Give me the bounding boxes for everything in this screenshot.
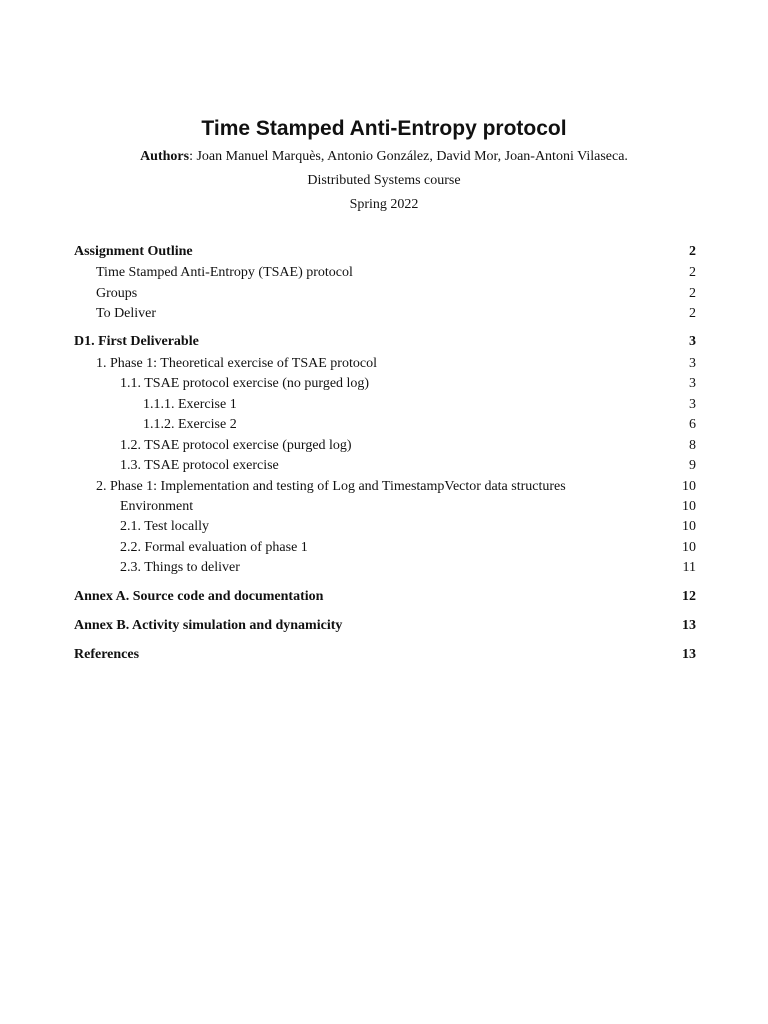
toc-entry-exercise-2[interactable]	[74, 416, 696, 434]
toc-entry-groups[interactable]	[74, 285, 696, 303]
toc-entry-annex-b[interactable]	[74, 617, 696, 635]
toc-entry-phase1-theoretical[interactable]	[74, 355, 696, 373]
authors-line	[0, 148, 768, 166]
toc-entry-things-to-deliver[interactable]	[74, 559, 696, 577]
toc-entry-label: Annex B. Activity simulation and dynamicity	[74, 618, 343, 633]
toc-entry-assignment-outline[interactable]	[74, 243, 696, 261]
course-name: Distributed Systems course	[307, 173, 461, 188]
toc-entry-label: To Deliver	[96, 306, 157, 321]
toc-entry-label: 2. Phase 1: Implementation and testing of Log and TimestampVector data structures	[96, 479, 566, 494]
toc-entry-page: 8	[689, 438, 696, 453]
toc-entry-label: References	[74, 647, 140, 662]
toc-entry-label: Groups	[96, 286, 138, 301]
toc-entry-label: D1. First Deliverable	[74, 334, 199, 349]
authors-label: Authors	[140, 149, 190, 164]
toc-entry-label: Time Stamped Anti-Entropy (TSAE) protocol	[96, 265, 353, 280]
toc-entry-page: 12	[682, 589, 696, 604]
toc-entry-page: 2	[689, 244, 696, 259]
toc-entry-label: 2.3. Things to deliver	[120, 560, 240, 575]
toc-entry-label: 1.3. TSAE protocol exercise	[120, 458, 279, 473]
toc-entry-exercise-1[interactable]	[74, 396, 696, 414]
toc-entry-test-locally[interactable]	[74, 518, 696, 536]
toc-entry-environment[interactable]	[74, 498, 696, 516]
toc-entry-label: 1.2. TSAE protocol exercise (purged log)	[120, 438, 352, 453]
toc-entry-page: 10	[682, 499, 696, 514]
toc-entry-page: 10	[682, 519, 696, 534]
toc-entry-page: 3	[689, 334, 696, 349]
toc-entry-page: 11	[682, 560, 696, 575]
toc-entry-label: 2.2. Formal evaluation of phase 1	[120, 540, 308, 555]
toc-entry-formal-evaluation[interactable]	[74, 539, 696, 557]
toc-entry-to-deliver[interactable]	[74, 305, 696, 323]
authors-names: : Joan Manuel Marquès, Antonio González, David Mor, Joan-Antoni Vilaseca.	[189, 149, 628, 164]
toc-entry-page: 2	[689, 286, 696, 301]
toc-entry-label: Environment	[120, 499, 194, 514]
toc-entry-page: 10	[682, 540, 696, 555]
toc-entry-phase1-implementation[interactable]	[74, 478, 696, 496]
document-title: Time Stamped Anti-Entropy protocol	[201, 117, 567, 140]
toc-entry-exercise-no-purged-log[interactable]	[74, 375, 696, 393]
toc-entry-page: 3	[689, 356, 696, 371]
toc-entry-tsae-exercise[interactable]	[74, 457, 696, 475]
toc-entry-page: 9	[689, 458, 696, 473]
toc-entry-exercise-purged-log[interactable]	[74, 437, 696, 455]
toc-entry-page: 13	[682, 647, 696, 662]
toc-entry-page: 6	[689, 417, 696, 432]
toc-entry-page: 13	[682, 618, 696, 633]
toc-entry-label: 2.1. Test locally	[120, 519, 209, 534]
toc-entry-label: 1.1.1. Exercise 1	[143, 397, 237, 412]
toc-entry-label: 1.1. TSAE protocol exercise (no purged log)	[120, 376, 370, 391]
toc-entry-label: 1. Phase 1: Theoretical exercise of TSAE protocol	[96, 356, 377, 371]
toc-entry-page: 2	[689, 265, 696, 280]
toc-entry-page: 10	[682, 479, 696, 494]
toc-entry-annex-a[interactable]	[74, 588, 696, 606]
toc-entry-page: 2	[689, 306, 696, 321]
toc-entry-first-deliverable[interactable]	[74, 333, 696, 351]
toc-entry-label: Assignment Outline	[74, 244, 193, 259]
toc-entry-page: 3	[689, 376, 696, 391]
toc-entry-page: 3	[689, 397, 696, 412]
toc-entry-references[interactable]	[74, 646, 696, 664]
toc-entry-label: 1.1.2. Exercise 2	[143, 417, 237, 432]
toc-entry-label: Annex A. Source code and documentation	[74, 589, 324, 604]
toc-entry-tsae-protocol[interactable]	[74, 264, 696, 282]
term: Spring 2022	[349, 197, 419, 212]
